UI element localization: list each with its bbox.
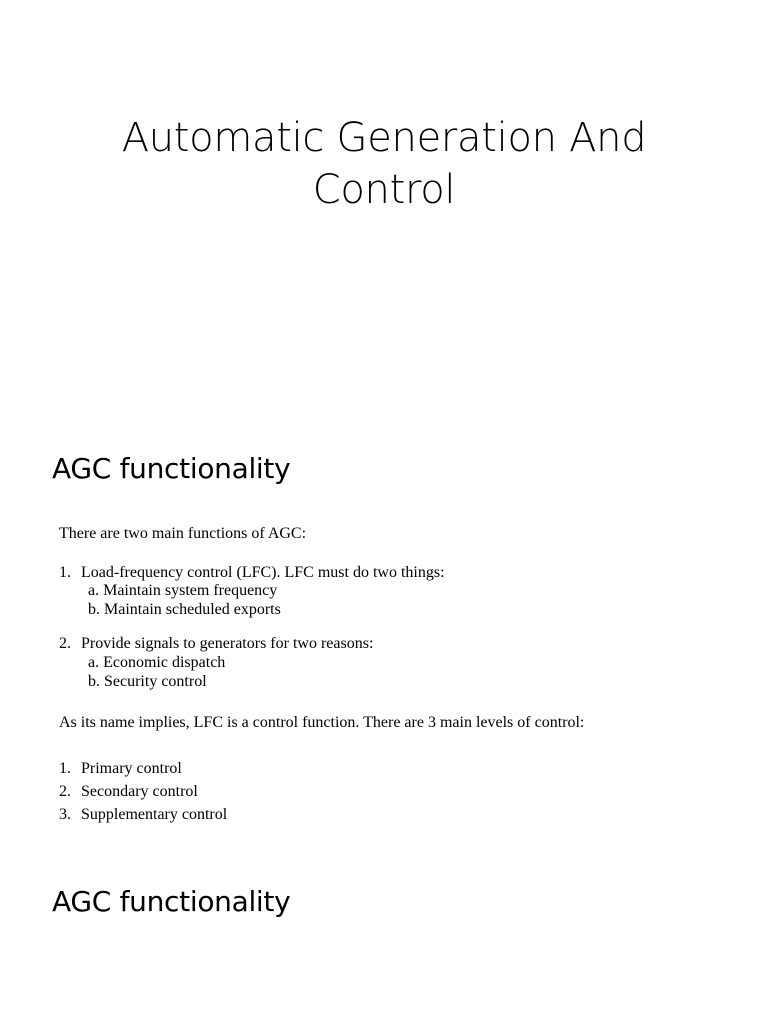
- list-number: 2.: [59, 635, 71, 652]
- title-line-2: Control: [312, 167, 456, 213]
- list-item-text: Primary control: [81, 760, 182, 777]
- list-item-text: Load-frequency control (LFC). LFC must do two things:: [81, 564, 445, 581]
- list-item-text: Secondary control: [81, 783, 198, 800]
- list-item: [59, 805, 227, 824]
- list-item: [59, 563, 445, 582]
- sub-item: a. Maintain system frequency: [88, 582, 278, 599]
- list-item: [59, 759, 182, 778]
- paragraph-text: As its name implies, LFC is a control function. There are 3 main levels of control:: [59, 714, 585, 731]
- list-item-text: Provide signals to generators for two reasons:: [81, 635, 374, 652]
- list-number: 3.: [59, 806, 71, 823]
- list-item: [59, 782, 198, 801]
- page-title: [0, 112, 768, 216]
- list-item: [59, 634, 373, 653]
- section-heading: AGC functionality: [52, 885, 291, 918]
- list-number: 1.: [59, 760, 71, 777]
- list-number: 1.: [59, 564, 71, 581]
- sub-item: b. Maintain scheduled exports: [88, 601, 281, 618]
- sub-item: a. Economic dispatch: [88, 654, 226, 671]
- section-heading: AGC functionality: [52, 452, 291, 485]
- list-item-text: Supplementary control: [81, 806, 228, 823]
- list-number: 2.: [59, 783, 71, 800]
- title-line-1: Automatic Generation And: [121, 115, 647, 161]
- sub-item: b. Security control: [88, 673, 207, 690]
- intro-text: There are two main functions of AGC:: [59, 525, 307, 542]
